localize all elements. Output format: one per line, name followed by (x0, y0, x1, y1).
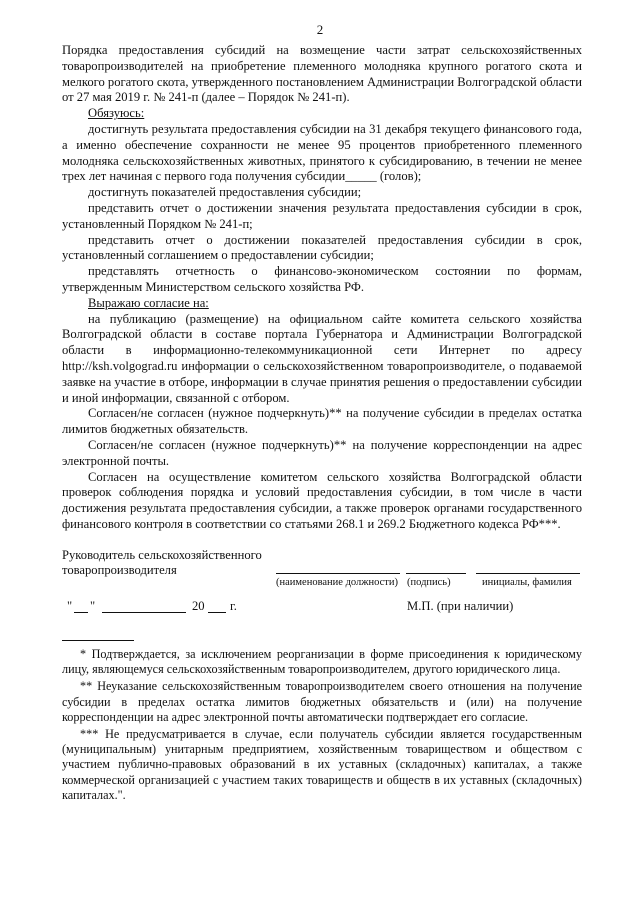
heading-obligations-label: Обязуюсь: (88, 106, 145, 121)
paragraph-obligation-financial-reporting: представлять отчетность о финансово-экономическом состоянии по формам, утвержденным Министерством сельского хозяйства РФ. (62, 264, 582, 294)
heading-obligations (62, 106, 582, 122)
paragraph-obligation-result: достигнуть результата предоставления субсидии на 31 декабря текущего финансового года, а именно обеспечение сохранности не менее 95 процентов приобретенного племенного молодняка сельскохозяйственных животных, принятого к субсидированию, в течении не менее трех лет начиная с первого года получения субсидии_____ (голов); (62, 121, 582, 184)
paragraph-consent-publication: на публикацию (размещение) на официальном сайте комитета сельского хозяйства Волгоградской области в составе портала Губернатора и Администрации Волгоградской области в информационно-телекоммуникационной сети Интернет по адресу http://ksh.volgograd.ru информации о сельскохозяйственном товаропроизводителе, о подаваемой заявке на участие в отборе, информации в случае принятия решения о предоставлении субсидии и иной информации, связанной с отбором. (62, 311, 582, 405)
footnotes (62, 647, 582, 805)
page-number: 2 (316, 22, 324, 37)
position-line (276, 573, 400, 574)
date-close-quote: " (90, 599, 96, 613)
paragraph-obligation-report-result: представить отчет о достижении значения результата предоставления субсидии в срок, установленный Порядком № 241-п; (62, 200, 582, 231)
initials-line (476, 573, 580, 574)
position-caption: (наименование должности) (276, 577, 399, 588)
heading-consent (62, 296, 582, 312)
paragraph-consent-email: Согласен/не согласен (нужное подчеркнуть)** на получение корреспонденции на адрес электронной почты. (62, 437, 582, 468)
year-blank (208, 600, 226, 613)
initials-caption: инициалы, фамилия (482, 577, 572, 588)
heading-consent-label: Выражаю согласие на: (88, 295, 209, 310)
body-text (62, 43, 582, 533)
paragraph-obligation-report-indicators: представить отчет о достижении показателей предоставления субсидии в срок, установленный соглашением о предоставлении субсидии; (62, 232, 582, 263)
signature-title: Руководитель сельскохозяйственного товаропроизводителя (62, 548, 262, 577)
day-blank (74, 600, 88, 613)
signature-block (62, 548, 582, 588)
date-row (62, 599, 582, 617)
footnote-1: * Подтверждается, за исключением реорганизации в форме присоединения к юридическому лицу, являющемуся сельскохозяйственным товаропроизводителем, другого юридического лица. (62, 647, 582, 677)
month-blank (102, 600, 186, 613)
footnote-3: *** Не предусматривается в случае, если получатель субсидии является государственным (муниципальным) унитарным предприятием, хозяйственным товариществом и обществом с участием публично-правовых образований в их уставных (складочных) капиталах, а также коммерческой организацией с участием таких товариществ и обществ в их уставных (складочных) капиталах.". (62, 727, 582, 802)
paragraph-procedure-ref: Порядка предоставления субсидий на возмещение части затрат сельскохозяйственных товаропроизводителей на приобретение племенного молодняка крупного рогатого скота и мелкого рогатого скота, утвержденного постановлением Администрации Волгоградской области от 27 мая 2019 г. № 241-п (далее – Порядок № 241-п). (62, 43, 582, 105)
year-prefix: 20 (192, 599, 205, 613)
paragraph-consent-audit: Согласен на осуществление комитетом сельского хозяйства Волгоградской области проверок соблюдения порядка и условий предоставления субсидии, в том числе в части достижения результата предоставления субсидии, а также проверок органами государственного финансового контроля в соответствии со статьями 268.1 и 269.2 Бюджетного кодекса РФ***. (62, 469, 582, 531)
footnote-2: ** Неуказание сельскохозяйственным товаропроизводителем своего отношения на получение субсидии в пределах остатка лимитов бюджетных обязательств и (или) на получение корреспонденции на адрес электронной почты автоматически подтверждает его согласие. (62, 679, 582, 724)
footnote-rule (62, 640, 134, 641)
date-open-quote: " (67, 599, 73, 613)
signature-caption: (подпись) (407, 577, 451, 588)
stamp-label: М.П. (при наличии) (407, 599, 514, 613)
year-suffix: г. (230, 599, 237, 613)
signature-line (406, 573, 466, 574)
paragraph-consent-limits: Согласен/не согласен (нужное подчеркнуть)** на получение субсидии в пределах остатка лимитов бюджетных обязательств. (62, 406, 582, 437)
paragraph-obligation-indicators: достигнуть показателей предоставления субсидии; (88, 185, 362, 200)
